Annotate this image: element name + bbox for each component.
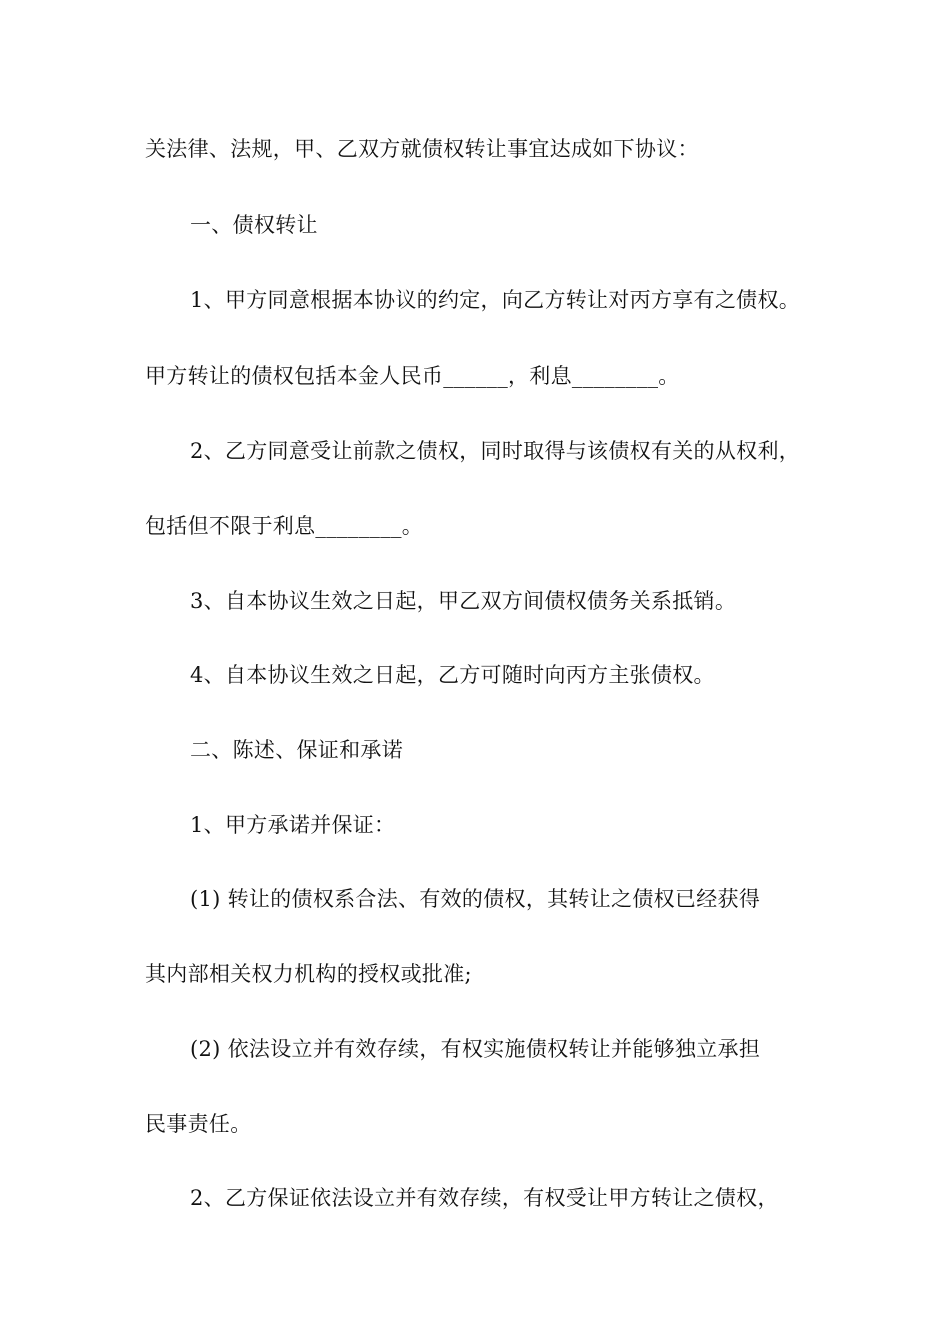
clause-1-line-1: 1、甲方同意根据本协议的约定，向乙方转让对丙方享有之债权。 [190, 288, 801, 312]
item-2-line-1: (2) 依法设立并有效存续，有权实施债权转让并能够独立承担 [190, 1037, 761, 1061]
section-heading-debt-transfer: 一、债权转让 [190, 213, 318, 237]
clause-4: 4、自本协议生效之日起，乙方可随时向丙方主张债权。 [190, 663, 715, 687]
subclause-2-line-1: 2、乙方保证依法设立并有效存续，有权受让甲方转让之债权， [190, 1186, 779, 1210]
item-1-line-2: 其内部相关权力机构的授权或批准; [145, 962, 472, 986]
clause-2-line-2: 包括但不限于利息________。 [145, 514, 424, 538]
section-heading-representations: 二、陈述、保证和承诺 [190, 738, 403, 762]
clause-3: 3、自本协议生效之日起，甲乙双方间债权债务关系抵销。 [190, 589, 737, 613]
clause-1-line-2: 甲方转让的债权包括本金人民币______，利息________。 [145, 364, 680, 388]
clause-2-line-1: 2、乙方同意受让前款之债权，同时取得与该债权有关的从权利， [190, 439, 801, 463]
subclause-1: 1、甲方承诺并保证： [190, 813, 396, 837]
item-2-line-2: 民事责任。 [145, 1112, 252, 1136]
item-1-line-1: (1) 转让的债权系合法、有效的债权，其转让之债权已经获得 [190, 887, 761, 911]
paragraph-line-intro: 关法律、法规，甲、乙双方就债权转让事宜达成如下协议： [145, 137, 699, 161]
